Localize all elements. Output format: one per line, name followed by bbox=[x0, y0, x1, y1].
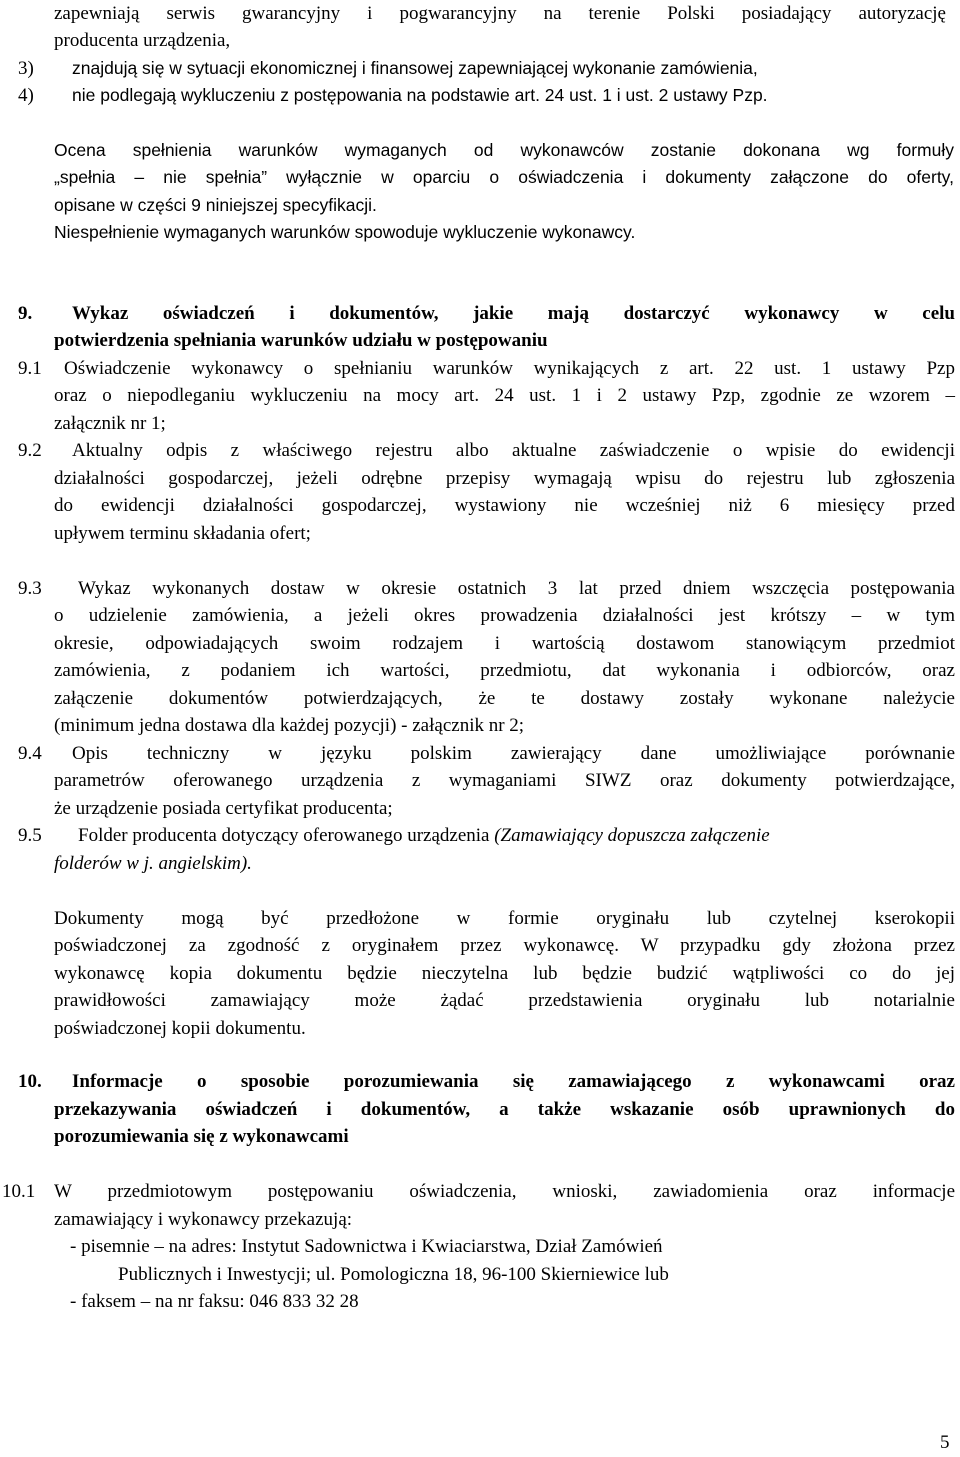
item-line: Oświadczenie wykonawcy o spełnianiu warunków wynikających z art. 22 ust. 1 ustawy Pzp bbox=[64, 358, 955, 379]
item-number: 9.4 bbox=[18, 743, 42, 764]
fragment-line: zapewniają serwis gwarancyjny i pogwarancyjny na terenie Polski posiadający autoryzację bbox=[54, 3, 946, 24]
item-line bbox=[78, 822, 958, 850]
item-line: do ewidencji działalności gospodarczej, wystawiony nie wcześniej niż 6 miesięcy przed bbox=[54, 495, 955, 516]
assessment-line: „spełnia – nie spełnia” wyłącznie w oparciu o oświadczenia i dokumenty załączone do oferty, bbox=[54, 167, 954, 187]
item-line: Wykaz wykonanych dostaw w okresie ostatnich 3 lat przed dniem wszczęcia postępowania bbox=[78, 578, 955, 599]
list-item-4-text: nie podlegają wykluczeniu z postępowania na podstawie art. 24 ust. 1 i ust. 2 ustawy Pzp. bbox=[72, 85, 768, 105]
item-line: o udzielenie zamówienia, a jeżeli okres prowadzenia działalności jest krótszy – w tym bbox=[54, 605, 955, 626]
list-item-3-text: znajdują się w sytuacji ekonomicznej i finansowej zapewniającej wykonanie zamówienia, bbox=[72, 58, 758, 78]
item-line: folderów w j. angielskim). bbox=[54, 853, 252, 874]
item-line: (minimum jedna dostawa dla każdej pozycji) - załącznik nr 2; bbox=[54, 715, 525, 736]
item-line: że urządzenie posiada certyfikat producenta; bbox=[54, 798, 393, 819]
note-line: wykonawcę kopia dokumentu będzie nieczytelna lub będzie budzić wątpliwości co do jej bbox=[54, 963, 955, 984]
item-line: Opis techniczny w języku polskim zawierający dane umożliwiające porównanie bbox=[72, 743, 955, 764]
item-line: Publicznych i Inwestycji; ul. Pomologiczna 18, 96-100 Skierniewice lub bbox=[118, 1264, 669, 1285]
section-10-heading: przekazywania oświadczeń i dokumentów, a także wskazanie osób uprawnionych do bbox=[54, 1099, 955, 1120]
page-number: 5 bbox=[940, 1432, 950, 1453]
section-10-heading: Informacje o sposobie porozumiewania się zamawiającego z wykonawcami oraz bbox=[72, 1071, 955, 1092]
item-number: 9.5 bbox=[18, 825, 42, 846]
item-line: zamówienia, z podaniem ich wartości, przedmiotu, dat wykonania i odbiorców, oraz bbox=[54, 660, 955, 681]
list-item-number: 3) bbox=[18, 58, 34, 79]
item-95-italic: (Zamawiający dopuszcza załączenie bbox=[494, 825, 770, 846]
fragment-line: producenta urządzenia, bbox=[54, 30, 231, 51]
note-line: poświadczonej kopii dokumentu. bbox=[54, 1018, 306, 1039]
item-line: upływem terminu składania ofert; bbox=[54, 523, 311, 544]
item-line: parametrów oferowanego urządzenia z wymaganiami SIWZ oraz dokumenty potwierdzające, bbox=[54, 770, 955, 791]
item-95-plain: Folder producenta dotyczący oferowanego urządzenia bbox=[78, 825, 490, 846]
section-9-heading: Wykaz oświadczeń i dokumentów, jakie mają dostarczyć wykonawcy w celu bbox=[72, 303, 955, 324]
item-number: 9.3 bbox=[18, 578, 42, 599]
assessment-line: Ocena spełnienia warunków wymaganych od wykonawców zostanie dokonana wg formuły bbox=[54, 140, 954, 160]
section-9-heading: potwierdzenia spełniania warunków udziału w postępowaniu bbox=[54, 330, 548, 351]
list-item-number: 4) bbox=[18, 85, 34, 106]
item-line: zamawiający i wykonawcy przekazują: bbox=[54, 1209, 353, 1230]
item-number: 10.1 bbox=[2, 1181, 36, 1202]
assessment-line: Niespełnienie wymaganych warunków spowoduje wykluczenie wykonawcy. bbox=[54, 222, 636, 242]
section-9-number: 9. bbox=[18, 303, 33, 324]
item-number: 9.2 bbox=[18, 440, 42, 461]
section-10-number: 10. bbox=[18, 1071, 42, 1092]
item-line: załączenie dokumentów potwierdzających, że te dostawy zostały wykonane należycie bbox=[54, 688, 955, 709]
item-line: - pisemnie – na adres: Instytut Sadownictwa i Kwiaciarstwa, Dział Zamówień bbox=[70, 1236, 663, 1257]
item-line: W przedmiotowym postępowaniu oświadczenia, wnioski, zawiadomienia oraz informacje bbox=[54, 1181, 955, 1202]
item-line: - faksem – na nr faksu: 046 833 32 28 bbox=[70, 1291, 359, 1312]
note-line: prawidłowości zamawiający może żądać przedstawienia oryginału lub notarialnie bbox=[54, 990, 955, 1011]
note-line: Dokumenty mogą być przedłożone w formie oryginału lub czytelnej kserokopii bbox=[54, 908, 955, 929]
item-line: oraz o niepodleganiu wykluczeniu na mocy art. 24 ust. 1 i 2 ustawy Pzp, zgodnie ze wzorem – bbox=[54, 385, 955, 406]
item-number: 9.1 bbox=[18, 358, 42, 379]
item-line: załącznik nr 1; bbox=[54, 413, 166, 434]
note-line: poświadczonej za zgodność z oryginałem przez wykonawcę. W przypadku gdy złożona przez bbox=[54, 935, 955, 956]
item-line: okresie, odpowiadających swoim rodzajem i wartością dostawom stanowiącym przedmiot bbox=[54, 633, 955, 654]
item-line: działalności gospodarczej, jeżeli odrębne przepisy wymagają wpisu do rejestru lub zgłoszenia bbox=[54, 468, 955, 489]
item-line: Aktualny odpis z właściwego rejestru albo aktualne zaświadczenie o wpisie do ewidencji bbox=[72, 440, 955, 461]
section-10-heading: porozumiewania się z wykonawcami bbox=[54, 1126, 349, 1147]
assessment-line: opisane w części 9 niniejszej specyfikacji. bbox=[54, 195, 377, 215]
